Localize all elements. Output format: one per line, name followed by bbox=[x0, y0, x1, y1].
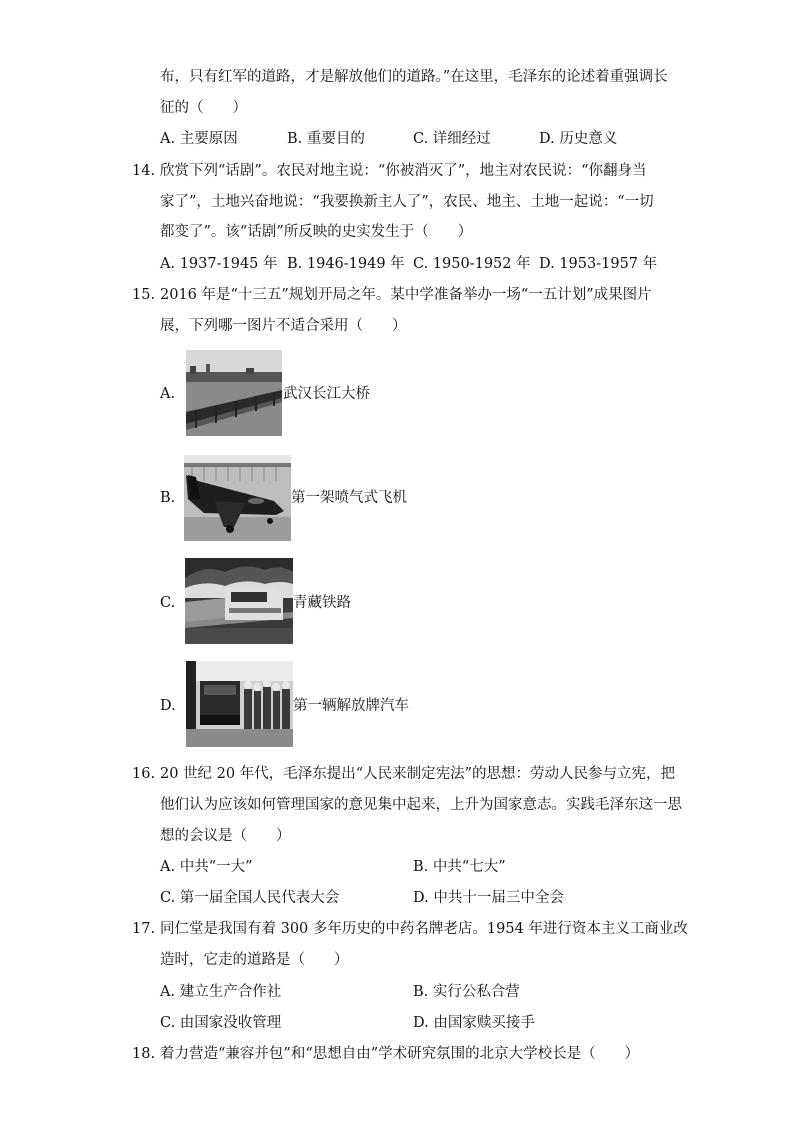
q14-text-line1: 欣赏下列“话剧”。农民对地主说：“你被消灭了”，地主对农民说：“你翻身当 bbox=[160, 163, 647, 179]
q14-option-a[interactable]: A. 1937-1945 年 bbox=[160, 256, 278, 272]
train-photo[interactable] bbox=[185, 558, 293, 644]
q17-text-line2: 造时，它走的道路是（ ） bbox=[160, 952, 349, 968]
q16-option-b[interactable]: B. 中共“七大” bbox=[413, 859, 506, 875]
q17-option-a[interactable]: A. 建立生产合作社 bbox=[160, 984, 282, 1000]
q15-text-line1: 2016 年是“十三五”规划开局之年。某中学准备举办一场“一五计划”成果图片 bbox=[160, 287, 652, 303]
q13-text-line1: 布，只有红军的道路，才是解放他们的道路。”在这里，毛泽东的论述着重强调长 bbox=[160, 69, 668, 85]
q18-text-line1: 着力营造“兼容并包”和“思想自由”学术研究氛围的北京大学校长是（ ） bbox=[160, 1046, 640, 1062]
q15-option-a-caption: 武汉长江大桥 bbox=[283, 386, 370, 402]
q15-number: 15. bbox=[132, 287, 156, 303]
q15-option-b-caption: 第一架喷气式飞机 bbox=[291, 490, 407, 506]
q13-option-c[interactable]: C. 详细经过 bbox=[413, 131, 491, 147]
jet-photo[interactable] bbox=[184, 455, 291, 541]
q14-option-b[interactable]: B. 1946-1949 年 bbox=[287, 256, 405, 272]
q16-text-line2: 他们认为应该如何管理国家的意见集中起来，上升为国家意志。实践毛泽东这一思 bbox=[160, 797, 682, 813]
truck-photo[interactable] bbox=[186, 661, 293, 747]
q13-option-d[interactable]: D. 历史意义 bbox=[539, 131, 618, 147]
q18-number: 18. bbox=[132, 1046, 156, 1062]
bridge-photo[interactable] bbox=[186, 350, 282, 436]
q17-number: 17. bbox=[132, 921, 156, 937]
q15-option-d-caption: 第一辆解放牌汽车 bbox=[293, 698, 409, 714]
q14-text-line2: 家了”，土地兴奋地说：“我要换新主人了”，农民、地主、土地一起说：“一切 bbox=[160, 194, 654, 210]
q13-option-b[interactable]: B. 重要目的 bbox=[287, 131, 365, 147]
q14-option-d[interactable]: D. 1953-1957 年 bbox=[539, 256, 658, 272]
q16-option-d[interactable]: D. 中共十一届三中全会 bbox=[413, 890, 564, 906]
q17-option-d[interactable]: D. 由国家赎买接手 bbox=[413, 1015, 535, 1031]
q13-option-a[interactable]: A. 主要原因 bbox=[160, 131, 238, 147]
q16-option-a[interactable]: A. 中共“一大” bbox=[160, 859, 253, 875]
q14-text-line3: 都变了”。该“话剧”所反映的史实发生于（ ） bbox=[160, 224, 473, 240]
q16-text-line3: 想的会议是（ ） bbox=[160, 828, 291, 844]
q15-option-c-letter[interactable]: C. bbox=[160, 595, 176, 611]
q15-option-b-letter[interactable]: B. bbox=[160, 490, 176, 506]
q17-option-c[interactable]: C. 由国家没收管理 bbox=[160, 1015, 282, 1031]
q16-number: 16. bbox=[132, 766, 156, 782]
q14-number: 14. bbox=[132, 163, 156, 179]
q16-option-c[interactable]: C. 第一届全国人民代表大会 bbox=[160, 890, 340, 906]
q14-option-c[interactable]: C. 1950-1952 年 bbox=[413, 256, 531, 272]
q16-text-line1: 20 世纪 20 年代，毛泽东提出“人民来制定宪法”的思想：劳动人民参与立宪，把 bbox=[160, 766, 676, 782]
q17-text-line1: 同仁堂是我国有着 300 多年历史的中药名牌老店。1954 年进行资本主义工商业改 bbox=[160, 921, 688, 937]
q17-option-b[interactable]: B. 实行公私合营 bbox=[413, 984, 520, 1000]
q15-option-d-letter[interactable]: D. bbox=[160, 698, 176, 714]
q13-text-line2: 征的（ ） bbox=[160, 100, 247, 116]
q15-option-c-caption: 青藏铁路 bbox=[293, 595, 351, 611]
q15-text-line2: 展，下列哪一图片不适合采用（ ） bbox=[160, 318, 407, 334]
q15-option-a-letter[interactable]: A. bbox=[160, 386, 176, 402]
